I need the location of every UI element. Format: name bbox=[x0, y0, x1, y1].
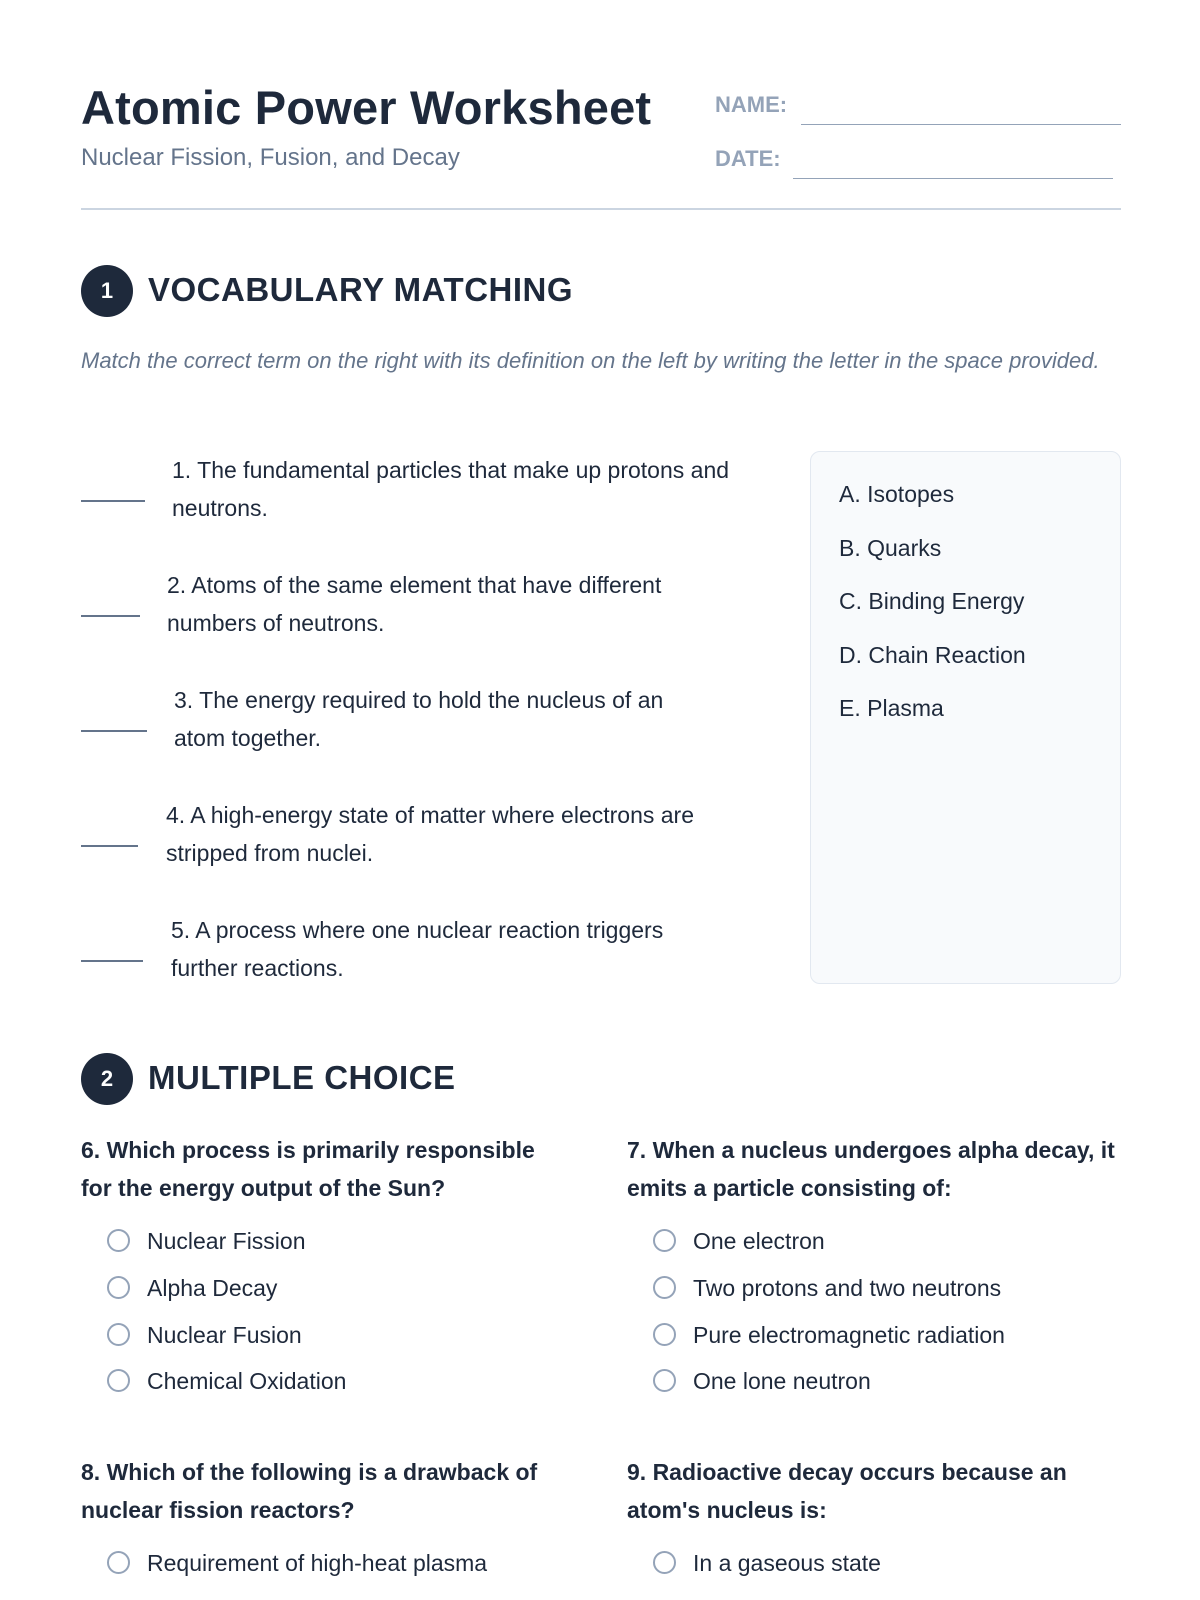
term-bank bbox=[810, 451, 1121, 984]
name-field bbox=[715, 84, 1121, 117]
date-line[interactable] bbox=[793, 178, 1113, 179]
option-label: Requirement of high-heat plasma bbox=[147, 1550, 488, 1576]
matching-row-5 bbox=[81, 911, 771, 989]
name-label: NAME: bbox=[715, 92, 788, 117]
question-7 bbox=[627, 1131, 1121, 1394]
question-8 bbox=[81, 1453, 571, 1576]
term-c: C. Binding Energy bbox=[839, 588, 1025, 614]
matching-row-2 bbox=[81, 566, 771, 644]
radio-button[interactable] bbox=[653, 1551, 676, 1574]
option-label: Chemical Oxidation bbox=[147, 1368, 347, 1394]
answer-blank-2[interactable] bbox=[81, 615, 140, 617]
answer-blank-3[interactable] bbox=[81, 730, 147, 732]
name-line[interactable] bbox=[801, 124, 1121, 125]
header-divider bbox=[81, 208, 1121, 210]
section-2-badge: 2 bbox=[81, 1053, 133, 1105]
radio-button[interactable] bbox=[653, 1276, 676, 1299]
section-1-badge: 1 bbox=[81, 265, 133, 317]
section-2-title: MULTIPLE CHOICE bbox=[148, 1059, 456, 1096]
question-9-text: 9. Radioactive decay occurs because an atom's nucleus is: bbox=[627, 1459, 1067, 1523]
option-label: Alpha Decay bbox=[147, 1275, 278, 1301]
question-7-text: 7. When a nucleus undergoes alpha decay, it emits a particle consisting of: bbox=[627, 1137, 1115, 1201]
matching-row-1 bbox=[81, 451, 771, 529]
section-2-heading bbox=[81, 1053, 1121, 1107]
page-title: Atomic Power Worksheet bbox=[81, 81, 652, 134]
page-subtitle: Nuclear Fission, Fusion, and Decay bbox=[81, 144, 460, 171]
radio-button[interactable] bbox=[107, 1323, 130, 1346]
answer-blank-1[interactable] bbox=[81, 500, 145, 502]
option-label: Two protons and two neutrons bbox=[693, 1275, 1002, 1301]
option-label: Pure electromagnetic radiation bbox=[693, 1322, 1005, 1348]
matching-row-3 bbox=[81, 681, 771, 759]
term-a: A. Isotopes bbox=[839, 481, 955, 507]
date-field bbox=[715, 138, 1121, 171]
section-1-title: VOCABULARY MATCHING bbox=[148, 271, 574, 308]
radio-button[interactable] bbox=[653, 1229, 676, 1252]
answer-blank-5[interactable] bbox=[81, 960, 143, 962]
question-8-text: 8. Which of the following is a drawback of nuclear fission reactors? bbox=[81, 1459, 538, 1523]
answer-blank-4[interactable] bbox=[81, 845, 138, 847]
definition-3: 3. The energy required to hold the nucleus of an atom together. bbox=[174, 687, 664, 751]
term-b: B. Quarks bbox=[839, 535, 942, 561]
matching-row-4 bbox=[81, 796, 771, 874]
term-e: E. Plasma bbox=[839, 695, 944, 721]
option-label: One electron bbox=[693, 1228, 825, 1254]
worksheet-header bbox=[81, 78, 1121, 210]
radio-button[interactable] bbox=[653, 1323, 676, 1346]
radio-button[interactable] bbox=[107, 1369, 130, 1392]
radio-button[interactable] bbox=[107, 1551, 130, 1574]
radio-button[interactable] bbox=[107, 1229, 130, 1252]
matching-instructions: Match the correct term on the right with its definition on the left by writing the letter in the space provided. bbox=[81, 348, 1100, 373]
definition-1: 1. The fundamental particles that make up protons and neutrons. bbox=[172, 457, 730, 521]
definition-5: 5. A process where one nuclear reaction triggers further reactions. bbox=[171, 917, 664, 981]
definition-4: 4. A high-energy state of matter where electrons are stripped from nuclei. bbox=[166, 802, 695, 866]
option-label: One lone neutron bbox=[693, 1368, 871, 1394]
term-d: D. Chain Reaction bbox=[839, 642, 1026, 668]
option-label: In a gaseous state bbox=[693, 1550, 881, 1576]
definition-2: 2. Atoms of the same element that have different numbers of neutrons. bbox=[167, 572, 662, 636]
option-label: Nuclear Fusion bbox=[147, 1322, 302, 1348]
radio-button[interactable] bbox=[653, 1369, 676, 1392]
date-label: DATE: bbox=[715, 146, 781, 171]
question-6-text: 6. Which process is primarily responsible for the energy output of the Sun? bbox=[81, 1137, 535, 1201]
question-9 bbox=[627, 1453, 1121, 1576]
radio-button[interactable] bbox=[107, 1276, 130, 1299]
section-1-heading bbox=[81, 265, 1121, 319]
question-6 bbox=[81, 1131, 571, 1394]
option-label: Nuclear Fission bbox=[147, 1228, 306, 1254]
